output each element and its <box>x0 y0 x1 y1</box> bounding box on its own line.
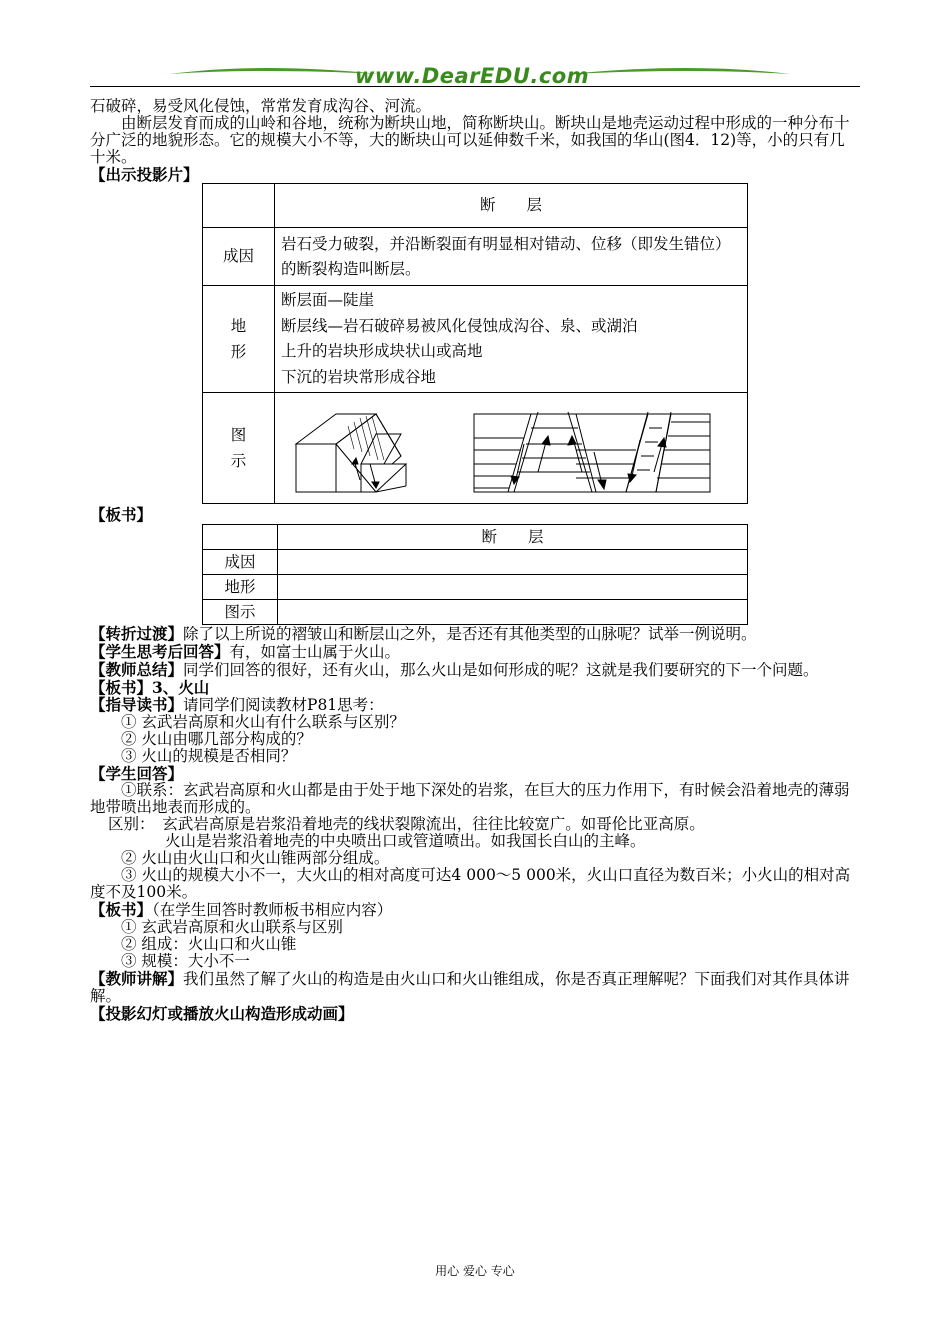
row-text <box>275 286 748 393</box>
paragraph-text: 我们虽然了解了火山的构造是由火山口和火山锥组成，你是否真正理解呢？下面我们对其作具体讲解。 <box>90 970 850 1005</box>
question-item: ① 玄武岩高原和火山有什么联系与区别？ <box>121 713 405 731</box>
table-cell <box>278 575 748 600</box>
section-label: 【学生回答】 <box>90 764 184 783</box>
answer-item: 区别： 玄武岩高原是岩浆沿着地壳的线状裂隙流出，往往比较宽广。如哥伦比亚高原。 <box>108 815 705 833</box>
section-label: 【投影幻灯或播放火山构造形成动画】 <box>90 1004 354 1023</box>
section-label: 【板书】 <box>90 900 153 919</box>
question-item: ② 火山由哪几部分构成的？ <box>121 730 312 748</box>
paragraph-text: （在学生回答时教师板书相应内容） <box>152 901 393 919</box>
paragraph <box>90 970 860 1005</box>
board-item: ② 组成：火山口和火山锥 <box>121 935 297 953</box>
header-rule <box>90 86 860 87</box>
board-table <box>202 524 748 625</box>
row-label: 图示 <box>203 600 278 625</box>
table-cell <box>203 525 278 550</box>
table-cell <box>203 184 275 228</box>
section-title: 3、火山 <box>152 678 210 697</box>
paragraph <box>90 625 860 643</box>
board-item: ① 玄武岩高原和火山联系与区别 <box>121 918 343 936</box>
board-item: ③ 规模：大小不一 <box>121 952 250 970</box>
paragraph-text: 同学们回答的很好，还有火山，那么火山是如何形成的呢？这就是我们要研究的下一个问题。 <box>183 661 819 679</box>
paragraph-text: 除了以上所说的褶皱山和断层山之外，是否还有其他类型的山脉呢？试举一例说明。 <box>183 625 757 643</box>
fault-diagram <box>276 394 746 498</box>
diagram-cell <box>275 393 748 504</box>
paragraph <box>90 901 860 919</box>
row-label <box>203 286 275 393</box>
section-label: 【板书】 <box>90 678 153 697</box>
landform-line: 断层线—岩石破碎易被风化侵蚀成沟谷、泉、或湖泊 <box>281 316 638 335</box>
section-label: 【教师讲解】 <box>90 969 184 988</box>
row-label-char: 图 <box>230 426 247 444</box>
row-label: 成因 <box>203 550 278 575</box>
paragraph: 由断层发育而成的山岭和谷地，统称为断块山地，简称断块山。断块山是地壳运动过程中形成的一种分布十分广泛的地貌形态。它的规模大小不等，大的断块山可以延伸数千米，如我国的华山(图4．12)等，小的只有几十米。 <box>90 114 850 166</box>
row-label-char: 形 <box>230 343 247 361</box>
page-footer: 用心 爱心 专心 <box>435 1264 515 1278</box>
landform-line: 下沉的岩块常形成谷地 <box>281 367 437 386</box>
row-label-char: 地 <box>230 317 247 335</box>
paragraph: 石破碎，易受风化侵蚀，常常发育成沟谷、河流。 <box>90 97 432 115</box>
answer-item: ③ 火山的规模大小不一，大火山的相对高度可达4 000～5 000米，火山口直径为数百米；小火山的相对高度不及100米。 <box>90 866 851 901</box>
paragraph-text: 有，如富士山属于火山。 <box>229 643 401 661</box>
row-label: 地形 <box>203 575 278 600</box>
document-body <box>90 98 860 1022</box>
row-text: 岩石受力破裂，并沿断裂面有明显相对错动、位移（即发生错位）的断裂构造叫断层。 <box>275 228 748 286</box>
section-label: 【出示投影片】 <box>90 165 199 184</box>
answer-item: ② 火山由火山口和火山锥两部分组成。 <box>121 849 390 867</box>
table-header: 断 层 <box>278 525 748 550</box>
row-label: 成因 <box>203 228 275 286</box>
section-label: 【学生思考后回答】 <box>90 642 230 661</box>
row-label-char: 示 <box>230 452 247 470</box>
row-label <box>203 393 275 504</box>
table-cell <box>278 550 748 575</box>
paragraph <box>90 643 860 661</box>
landform-line: 上升的岩块形成块状山或高地 <box>281 342 483 360</box>
paragraph-text: 请同学们阅读教材P81思考： <box>183 696 384 714</box>
table-cell <box>278 600 748 625</box>
header-logo[interactable]: www.DearEDU.com <box>355 64 590 88</box>
paragraph <box>90 696 860 714</box>
section-label: 【板书】 <box>90 505 153 524</box>
section-label: 【教师总结】 <box>90 660 184 679</box>
answer-item: 火山是岩浆沿着地壳的中央喷出口或管道喷出。如我国长白山的主峰。 <box>165 832 646 850</box>
question-item: ③ 火山的规模是否相同？ <box>121 747 297 765</box>
section-label: 【指导读书】 <box>90 695 184 714</box>
paragraph <box>90 661 860 679</box>
answer-item: ①联系：玄武岩高原和火山都是由于处于地下深处的岩浆，在巨大的压力作用下，有时候会沿着地壳的薄弱地带喷出地表而形成的。 <box>90 781 850 816</box>
landform-line: 断层面—陡崖 <box>281 291 375 309</box>
table-header: 断 层 <box>275 184 748 228</box>
fault-table <box>202 183 748 504</box>
section-label: 【转折过渡】 <box>90 624 184 643</box>
paragraph <box>90 679 860 696</box>
